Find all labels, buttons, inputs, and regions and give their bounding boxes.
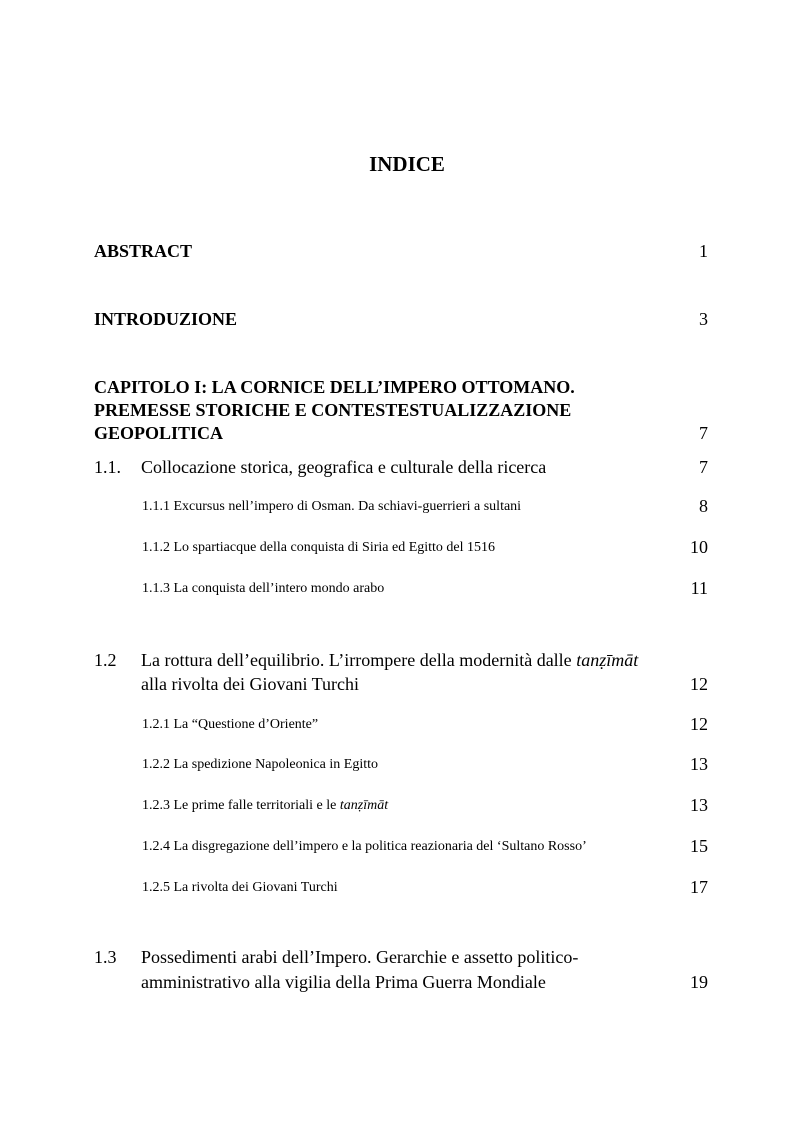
toc-s123-title xyxy=(142,798,388,814)
toc-s123-title-text: 1.2.3 Le prime falle territoriali e le xyxy=(142,798,340,813)
page-title: INDICE xyxy=(369,152,445,176)
toc-s12-line1 xyxy=(141,650,638,671)
toc-s121-page: 12 xyxy=(690,714,708,734)
toc-s13-line1: Possedimenti arabi dell’Impero. Gerarchie e assetto politico- xyxy=(141,947,579,967)
toc-s112-page: 10 xyxy=(690,537,708,557)
toc-s113-title: 1.1.3 La conquista dell’intero mondo arabo xyxy=(142,581,385,596)
toc-intro-label: INTRODUZIONE xyxy=(94,309,238,329)
toc-s12-line2: alla rivolta dei Giovani Turchi xyxy=(141,674,359,694)
toc-s122-title: 1.2.2 La spedizione Napoleonica in Egitto xyxy=(142,757,378,772)
toc-chapter1-line3: GEOPOLITICA xyxy=(94,423,224,443)
toc-chapter1-page: 7 xyxy=(699,423,708,443)
toc-abstract-page: 1 xyxy=(699,241,708,261)
toc-s13-page: 19 xyxy=(690,972,708,992)
toc-s13-number: 1.3 xyxy=(94,947,117,967)
toc-s11-number: 1.1. xyxy=(94,457,121,477)
toc-s12-number: 1.2 xyxy=(94,650,117,670)
toc-s11-title: Collocazione storica, geografica e culturale della ricerca xyxy=(141,457,547,477)
toc-s111-page: 8 xyxy=(699,496,708,516)
toc-s124-title: 1.2.4 La disgregazione dell’impero e la politica reazionaria del ‘Sultano Rosso’ xyxy=(142,839,587,854)
toc-s123-title-term: tanẓīmāt xyxy=(339,798,389,813)
toc-s11-page: 7 xyxy=(699,457,708,477)
toc-chapter1-line1: CAPITOLO I: LA CORNICE DELL’IMPERO OTTOMANO. xyxy=(94,377,575,397)
toc-s13-line2: amministrativo alla vigilia della Prima Guerra Mondiale xyxy=(141,972,546,992)
toc-s12-line1-text: La rottura dell’equilibrio. L’irrompere della modernità dalle xyxy=(141,650,577,670)
toc-intro-page: 3 xyxy=(699,309,708,329)
toc-s124-page: 15 xyxy=(690,836,708,856)
toc-s12-page: 12 xyxy=(690,674,708,694)
toc-s12-line1-term: tanẓīmāt xyxy=(576,650,639,670)
toc-s125-title: 1.2.5 La rivolta dei Giovani Turchi xyxy=(142,880,338,895)
toc-s111-title: 1.1.1 Excursus nell’impero di Osman. Da schiavi-guerrieri a sultani xyxy=(142,499,522,514)
toc-s125-page: 17 xyxy=(690,877,708,897)
toc-abstract-label: ABSTRACT xyxy=(94,241,193,261)
toc-chapter1-line2: PREMESSE STORICHE E CONTESTESTUALIZZAZIONE xyxy=(94,400,572,420)
toc-s113-page: 11 xyxy=(690,578,708,598)
toc-s122-page: 13 xyxy=(690,754,708,774)
toc-s121-title: 1.2.1 La “Questione d’Oriente” xyxy=(142,717,319,732)
toc-s112-title: 1.1.2 Lo spartiacque della conquista di Siria ed Egitto del 1516 xyxy=(142,540,496,555)
toc-s123-page: 13 xyxy=(690,795,708,815)
